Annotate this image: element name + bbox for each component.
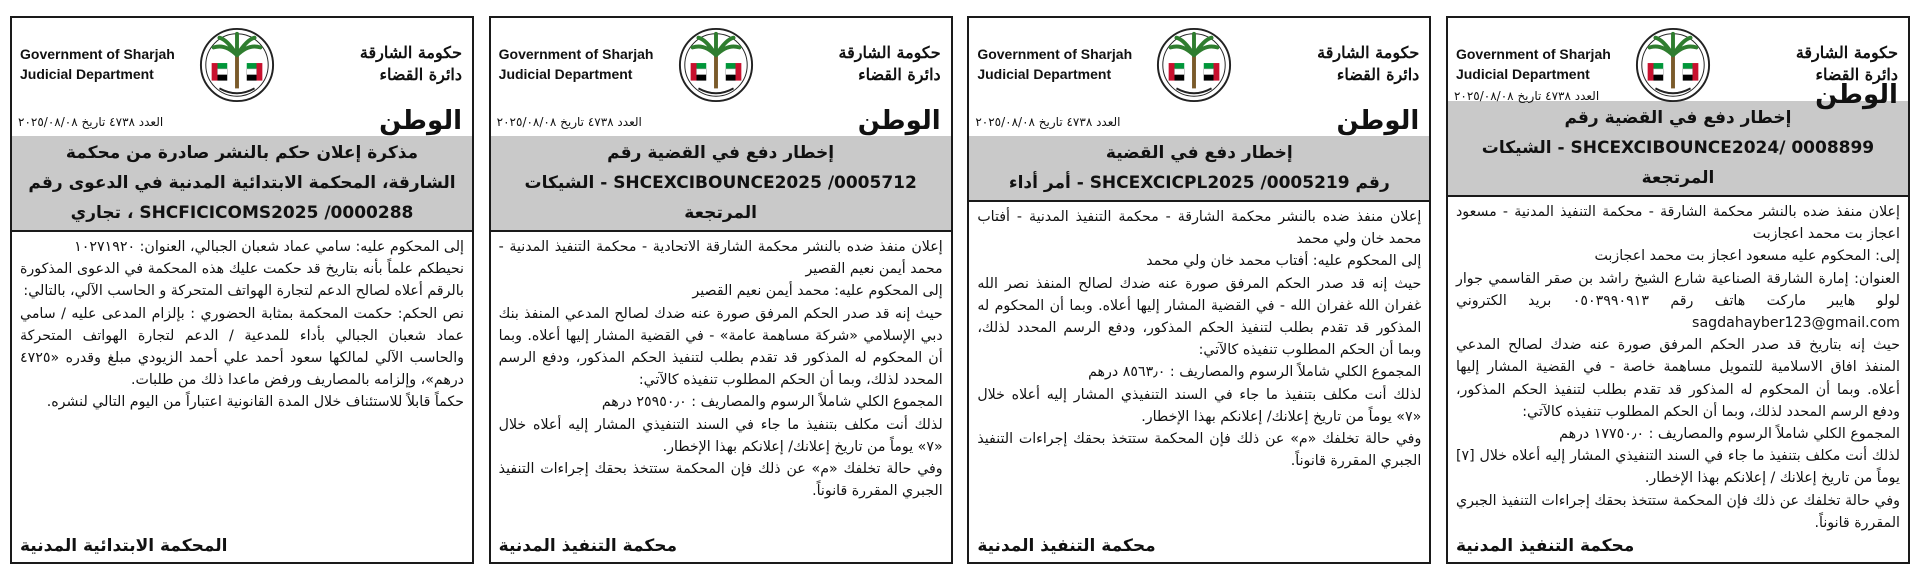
- notice-paragraph: وفي حالة تخلفك «م» عن ذلك فإن المحكمة ستتخذ بحقك إجراءات التنفيذ الجبري المقررة قانوناً.: [977, 431, 1422, 470]
- issue-number: العدد ٤٧٣٨ تاريخ ٢٠٢٥/٠٨/٠٨: [496, 115, 642, 129]
- notice-header: [491, 18, 951, 106]
- notice-header: [1448, 18, 1908, 84]
- gov-ar-line-2: دائرة القضاء: [379, 65, 462, 84]
- notice-footer: محكمة التنفيذ المدنية: [1455, 536, 1635, 556]
- notice-title-line: رقم SHCEXCICPL2025 /0005219 - أمر أداء: [1008, 173, 1390, 193]
- gov-en-line-1: Government of Sharjah: [1455, 46, 1611, 62]
- notice-paragraph: إلى: المحكوم عليه مسعود اعجاز بت محمد اعجازبت: [1594, 248, 1900, 265]
- gov-ar-line-2: دائرة القضاء: [1815, 65, 1898, 84]
- notice-paragraph: حيث إنه قد صدر الحكم المرفق صورة عنه ضدك لصالح المدعي المنفذ بنك دبي الإسلامي «شركة مساهمة عامة» - في القضية المشار إليها أعلاه. وبما أن المحكوم له المذكور قد تقدم بطلب لتنفيذ الحكم المذكور، ودفع الرسم المحدد لذلك، وبما أن الحكم المطلوب تنفيذه كالآتي:: [498, 305, 943, 389]
- notice-body: [1448, 195, 1908, 534]
- notice-paragraph: حكماً قابلاً للاستئناف خلال المدة القانونية اعتباراً من اليوم التالي لنشره.: [46, 394, 464, 411]
- notice: [489, 16, 953, 564]
- notice-paragraph: إعلان منفذ ضده بالنشر محكمة الشارقة - محكمة التنفيذ المدنية - أفتاب محمد خان ولي محمد: [977, 209, 1422, 248]
- gov-en: [977, 44, 1132, 84]
- notice-paragraph: إلى المحكوم عليه: محمد أيمن نعيم القصير: [692, 283, 943, 300]
- gov-en-line-1: Government of Sharjah: [977, 46, 1133, 62]
- gov-en-line-1: Government of Sharjah: [20, 46, 175, 62]
- notice-paragraph: وفي حالة تخلفك «م» عن ذلك فإن المحكمة ستتخذ بحقك إجراءات التنفيذ الجبري المقررة قانوناً.: [498, 461, 943, 500]
- notice-paragraph: العنوان: إمارة الشارقة الصناعية شارع الشيخ راشد بن صقر القاسمي جوار لولو هايبر ماركت هاتف رقم ٠٥٠٣٩٩٠٩١٣ بريد الكتروني sagdahayber123@gmail.com: [1455, 270, 1900, 331]
- notice-paragraph: لذلك أنت مكلف بتنفيذ ما جاء في السند التنفيذي المشار إليه أعلاه خلال [٧] يوماً من تاريخ إعلانك / إعلانكم بهذا الإخطار.: [1455, 448, 1900, 487]
- notice-title-line: SHCEXCIBOUNCE2025 /0005712 - الشيكات المرتجعة: [524, 173, 917, 223]
- notice: [10, 16, 474, 564]
- notice-title-line: إخطار دفع في القضية رقم: [1564, 107, 1792, 128]
- paper-line: [491, 106, 951, 136]
- notice-header: [969, 18, 1429, 106]
- gov-en: [20, 44, 175, 84]
- gov-ar-line-1: حكومة الشارقة: [838, 43, 941, 62]
- notice-footer: محكمة التنفيذ المدنية: [977, 536, 1156, 556]
- notice-paragraph: حيث إنه بتاريخ قد صدر الحكم المرفق صورة عنه ضدك لصالح المدعي المنفذ افاق الاسلامية للتمويل مساهمة خاصة - في القضية المشار إليها أعلاه. وبما أن المحكوم له المذكور قد تقدم بطلب لتنفيذ الحكم المذكور، ودفع الرسم المحدد لذلك، وبما أن الحكم المطلوب تنفيذه كالآتي:: [1455, 337, 1900, 420]
- notice-paragraph: إعلان منفذ ضده بالنشر محكمة الشارقة الاتحادية - محكمة التنفيذ المدنية - محمد أيمن نعيم القصير: [498, 239, 943, 278]
- newspaper-name: الوطن: [857, 106, 941, 136]
- notice-paragraph: نص الحكم: حكمت المحكمة بمثابة الحضوري : بإلزام المدعى عليه / سامي عماد شعبان الجبالي بأداء للمدعية / الدعم لتجارة الهواتف المتحركة والحاسب الآلي لمالكها سعود أحمد علي أحمد الزيودي مبلغ وقدره «٤٧٢٥ درهم»، وإلزامه بالمصاريف ورفض ماعدا ذلك من طلبات.: [20, 305, 464, 389]
- issue-number: العدد ٤٧٣٨ تاريخ ٢٠٢٥/٠٨/٠٨: [1453, 88, 1600, 103]
- notice-paragraph: المجموع الكلي شاملاً الرسوم والمصاريف : ٨٥٦٣٫٠ درهم: [1088, 364, 1422, 381]
- notice-paragraph: المجموع الكلي شاملاً الرسوم والمصاريف : ٢٥٩٥٠٫٠ درهم: [601, 394, 943, 411]
- gov-en-line-2: Judicial Department: [977, 66, 1112, 82]
- gov-en-line-2: Judicial Department: [20, 66, 154, 82]
- issue-number: العدد ٤٧٣٨ تاريخ ٢٠٢٥/٠٨/٠٨: [975, 115, 1121, 129]
- gov-ar-line-1: حكومة الشارقة: [359, 43, 462, 62]
- notice-body: [491, 230, 951, 534]
- notice-title: [969, 136, 1429, 200]
- paper-line: [12, 106, 472, 136]
- gov-en-line-2: Judicial Department: [498, 66, 633, 82]
- notice-footer: محكمة التنفيذ المدنية: [498, 536, 678, 556]
- notice-footer: المحكمة الابتدائية المدنية: [20, 536, 228, 556]
- sharjah-emblem-icon: [1155, 26, 1233, 104]
- newspaper-name: الوطن: [1815, 79, 1898, 110]
- newspaper-name: الوطن: [1336, 106, 1420, 136]
- notice: [967, 16, 1431, 564]
- issue-number: العدد ٤٧٣٨ تاريخ ٢٠٢٥/٠٨/٠٨: [18, 115, 164, 129]
- paper-line: [969, 106, 1429, 136]
- notice-paragraph: وفي حالة تخلفك عن ذلك فإن المحكمة ستتخذ بحقك إجراءات التنفيذ الجبري المقررة قانوناً.: [1455, 492, 1900, 531]
- notice-title: [1448, 101, 1908, 195]
- gov-en-line-1: Government of Sharjah: [498, 46, 654, 62]
- notice-paragraph: المجموع الكلي شاملاً الرسوم والمصاريف : ١٧٧٥٠٫٠ درهم: [1559, 425, 1900, 442]
- notice-title-line: إخطار دفع في القضية: [1105, 143, 1293, 163]
- sharjah-emblem-icon: [677, 26, 755, 104]
- newspaper-name: الوطن: [379, 106, 462, 136]
- notice-paragraph: نحيطكم علماً بأنه بتاريخ قد حكمت عليك هذه المحكمة في الدعوى المذكورة بالرقم أعلاه لصالح الدعم لتجارة الهواتف المتحركة و الحاسب الآلي، بالتالي:: [20, 261, 464, 300]
- gov-ar-line-1: حكومة الشارقة: [1795, 43, 1898, 62]
- notice: [1446, 16, 1910, 564]
- notice-title-line: إخطار دفع في القضية رقم: [607, 143, 835, 163]
- notice-body: [969, 200, 1429, 534]
- gov-ar-line-1: حكومة الشارقة: [1317, 43, 1420, 62]
- notices-row: [10, 16, 1910, 576]
- notice-paragraph: حيث إنه قد صدر الحكم المرفق صورة عنه ضدك لصالح المنفذ نصر الله غفران الله غفران الله - في القضية المشار إليها أعلاه. وبما أن المحكوم له المذكور قد تقدم بطلب لتنفيذ الحكم المذكور، ودفع الرسم المحدد لذلك، وبما أن الحكم المطلوب تنفيذه كالآتي:: [977, 275, 1422, 359]
- notice-paragraph: إلى المحكوم عليه: سامي عماد شعبان الجبالي، العنوان: ١٠٢٧١٩٢٠: [74, 239, 464, 255]
- gov-en: [1456, 44, 1611, 84]
- gov-ar-line-2: دائرة القضاء: [1336, 65, 1420, 84]
- paper-line: [1448, 79, 1908, 110]
- notice-paragraph: إعلان منفذ ضده بالنشر محكمة الشارقة - محكمة التنفيذ المدنية - مسعود اعجاز بت محمد اعجازبت: [1455, 203, 1900, 243]
- sharjah-emblem-icon: [198, 26, 276, 104]
- gov-ar: [360, 42, 462, 86]
- notice-header: [12, 18, 472, 106]
- notice-paragraph: لذلك أنت مكلف بتنفيذ ما جاء في السند التنفيذي المشار إليه أعلاه خلال «٧» يوماً من تاريخ إعلانك/ إعلانكم بهذا الإخطار.: [498, 416, 943, 455]
- gov-ar-line-2: دائرة القضاء: [858, 65, 941, 84]
- notice-title-line: SHCFICICOMS2025 /0000288 ، تجاري: [70, 203, 414, 223]
- notice-title-line: SHCEXCIBOUNCE2024/ 0008899 - الشيكات المرتجعة: [1481, 137, 1875, 188]
- notice-paragraph: إلى المحكوم عليه: أفتاب محمد خان ولي محمد: [1146, 253, 1422, 270]
- notice-paragraph: لذلك أنت مكلف بتنفيذ ما جاء في السند التنفيذي المشار إليه أعلاه خلال «٧» يوماً من تاريخ إعلانك/ إعلانكم بهذا الإخطار.: [977, 386, 1422, 425]
- notice-title: [491, 136, 951, 230]
- gov-ar: [1317, 42, 1419, 86]
- notice-body: [12, 230, 472, 534]
- gov-en-line-2: Judicial Department: [1455, 66, 1590, 82]
- gov-en: [499, 44, 654, 84]
- notice-title-line: مذكرة إعلان حكم بالنشر صادرة من محكمة: [65, 143, 419, 163]
- notice-title: [12, 136, 472, 230]
- gov-ar: [839, 42, 941, 86]
- notice-title-line: الشارقة، المحكمة الابتدائية المدنية في الدعوى رقم: [28, 173, 456, 193]
